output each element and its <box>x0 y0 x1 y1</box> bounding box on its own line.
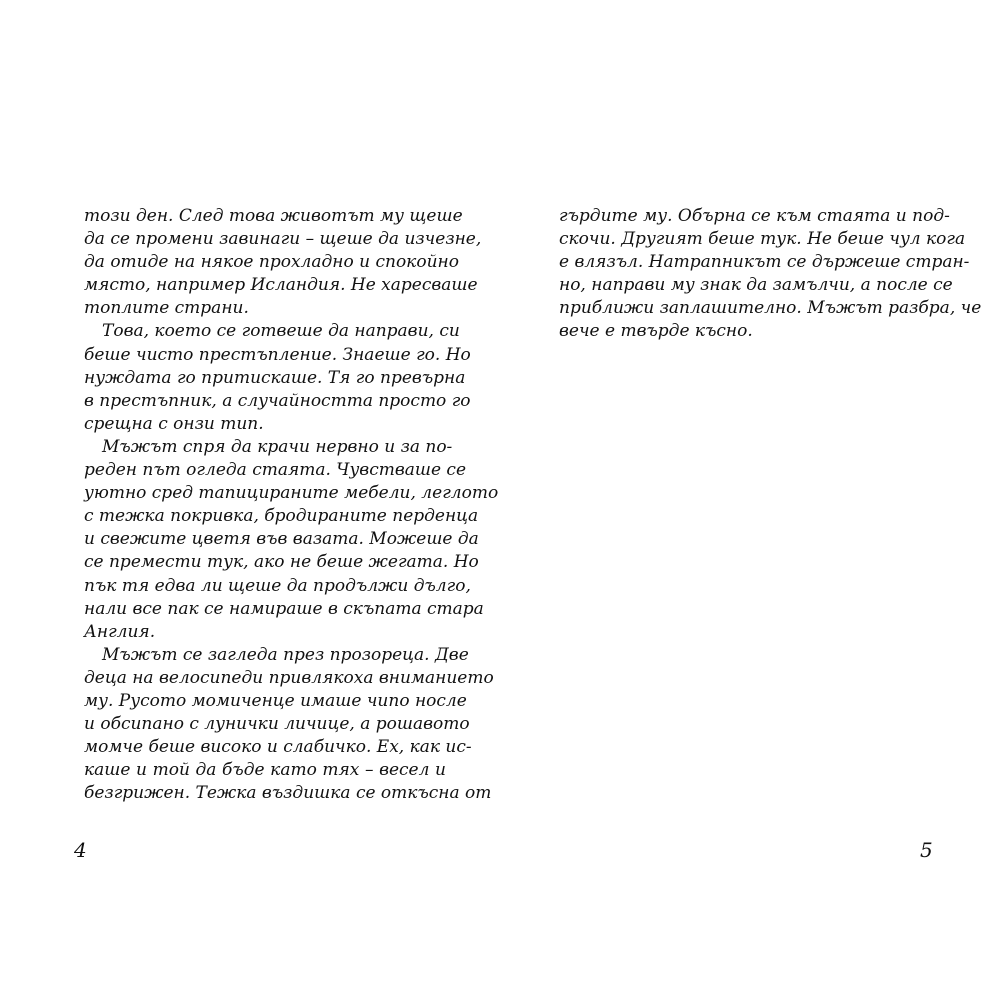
text-line: приближи заплашително. Мъжът разбра, че <box>559 298 982 319</box>
text-line: топлите страни. <box>84 298 249 319</box>
text-line: и свежите цветя във вазата. Можеше да <box>84 529 479 550</box>
left-page-number: 4 <box>74 838 87 862</box>
text-line: нуждата го притискаше. Тя го превърна <box>84 367 466 388</box>
text-line: Мъжът се загледа през прозореца. Две <box>102 644 469 665</box>
right-page-text <box>559 205 982 344</box>
text-line: деца на велосипеди привлякоха вниманието <box>84 667 494 688</box>
text-line: но, направи му знак да замълчи, а после се <box>559 275 953 296</box>
text-line: се премести тук, ако не беше жегата. Но <box>84 552 479 573</box>
text-line: нали все пак се намираше в скъпата стара <box>84 598 484 619</box>
text-line: Това, което се готвеше да направи, си <box>102 321 460 342</box>
text-line: вече е твърде късно. <box>559 321 753 342</box>
text-line: Мъжът спря да крачи нервно и за по- <box>102 436 453 457</box>
text-line: е влязъл. Натрапникът се държеше стран- <box>559 252 970 273</box>
text-line: да отиде на някое прохладно и спокойно <box>84 252 459 273</box>
text-line: гърдите му. Обърна се към стаята и под- <box>559 206 950 226</box>
text-line: срещна с онзи тип. <box>84 413 264 434</box>
text-line: този ден. След това животът му щеше <box>84 206 463 226</box>
text-line: реден път огледа стаята. Чувстваше се <box>84 460 467 481</box>
text-line: беше чисто престъпление. Знаеше го. Но <box>84 344 471 365</box>
text-line: скочи. Другият беше тук. Не беше чул кога <box>559 229 966 250</box>
text-line: уютно сред тапицираните мебели, леглото <box>84 483 499 504</box>
text-line: да се промени завинаги – щеше да изчезне, <box>84 229 482 250</box>
text-line: с тежка покривка, бродираните перденца <box>84 506 479 527</box>
text-line: и обсипано с лунички личице, а рошавото <box>84 714 470 735</box>
text-line: каше и той да бъде като тях – весел и <box>84 760 446 781</box>
text-line: му. Русото момиченце имаше чипо носле <box>84 690 467 711</box>
left-page-text <box>84 205 499 805</box>
text-line: в престъпник, а случайността просто го <box>84 390 471 411</box>
text-line: момче беше високо и слабичко. Ех, как ис- <box>84 737 472 758</box>
text-line: място, например Исландия. Не харесваше <box>84 275 478 296</box>
text-line: безгрижен. Тежка въздишка се откъсна от <box>84 783 492 804</box>
right-page-number: 5 <box>920 838 933 862</box>
text-line: пък тя едва ли щеше да продължи дълго, <box>84 575 471 596</box>
text-line: Англия. <box>84 621 156 642</box>
